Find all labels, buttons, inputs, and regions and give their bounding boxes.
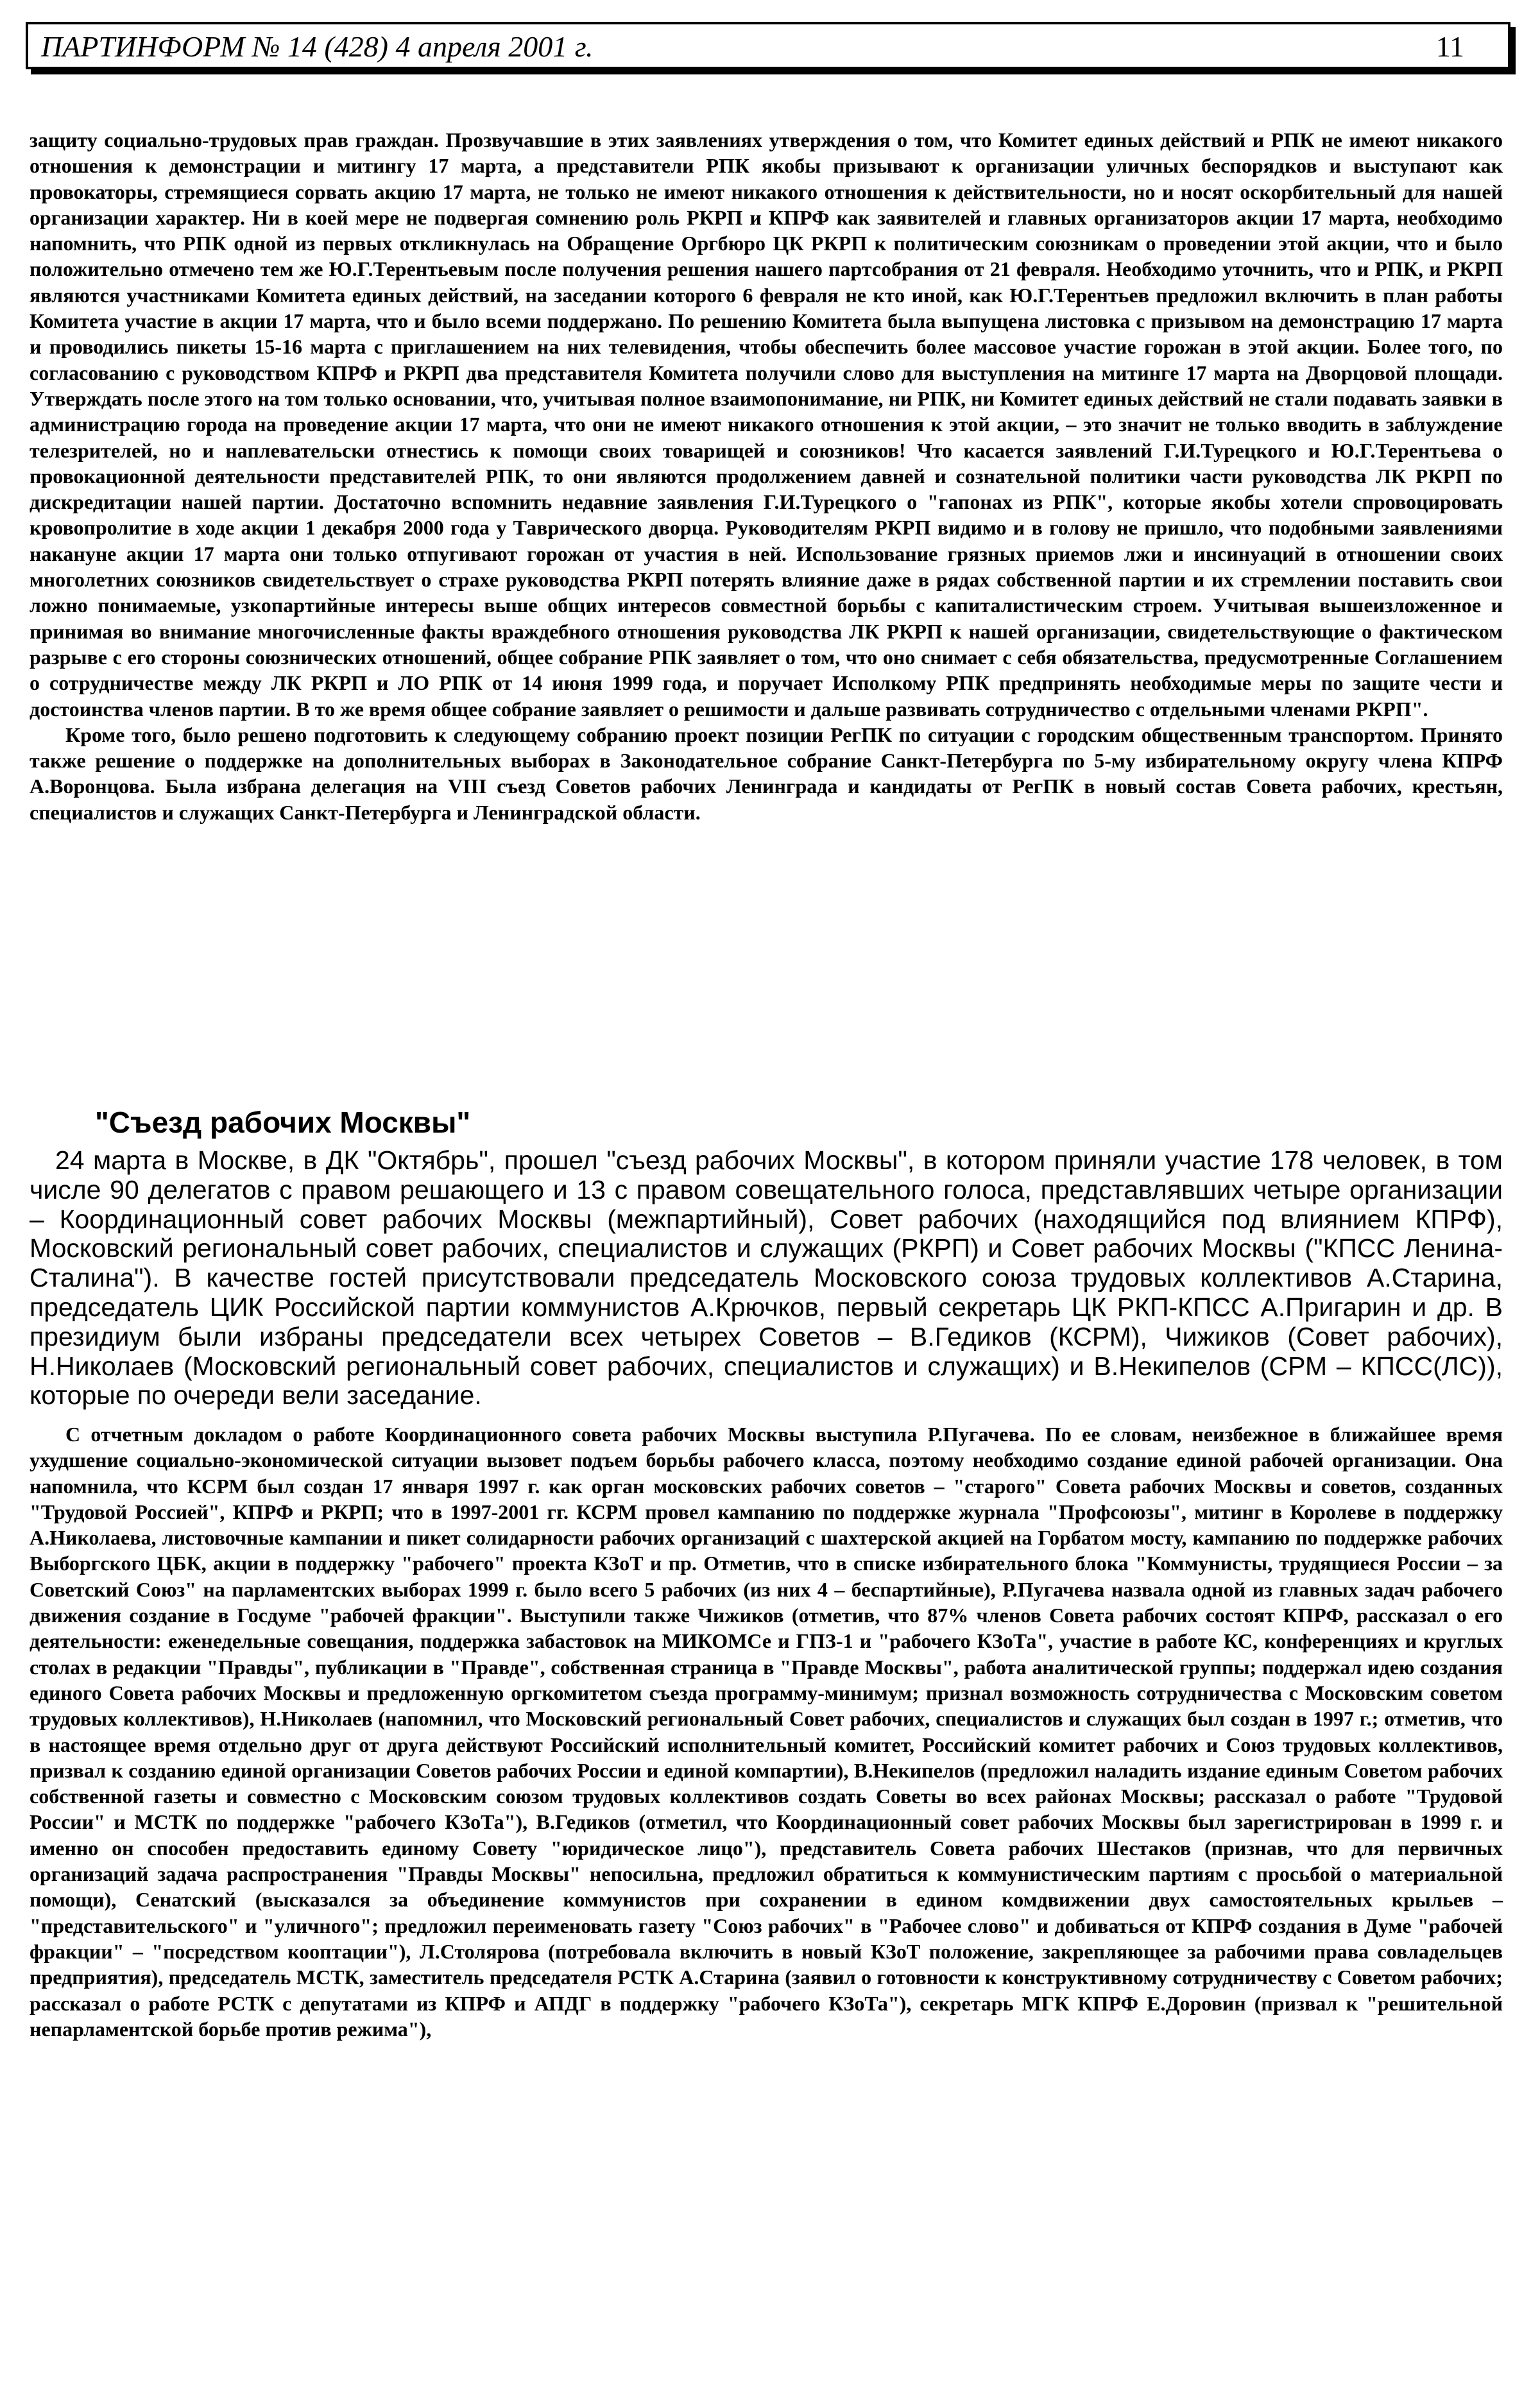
section-heading: "Съезд рабочих Москвы": [95, 1106, 471, 1139]
paragraph-decisions: Кроме того, было решено подготовить к следующему собранию проект позиции РегПК по ситуации с городским общественным транспортом. Принято также решение о поддержке на дополнительных выборах в Законодательное собрание Санкт-Петербурга по 5-му избирательному округу члена КПРФ А.Воронцова. Была избрана делегация на VIII съезд Советов рабочих Ленинграда и кандидаты от РегПК в новый состав Совета рабочих, крестьян, специалистов и служащих Санкт-Петербурга и Ленинградской области.: [30, 723, 1503, 824]
paragraph-statement: защиту социально-трудовых прав граждан. Прозвучавшие в этих заявлениях утверждения о том, что Комитет единых действий и РПК не имеют никакого отношения к демонстрации и митингу 17 марта, а представители РПК якобы призывают к организации уличных беспорядков и выступают как провокаторы, стремящиеся сорвать акцию 17 марта, не только не имеют никакого отношения к действительности, но и носят оскорбительный для нашей организации характер. Ни в коей мере не подвергая сомнению роль РКРП и КПРФ как заявителей и главных организаторов акции 17 марта, необходимо напомнить, что РПК одной из первых откликнулась на Обращение Оргбюро ЦК РКРП к политическим союзникам о проведении этой акции, что и было положительно отмечено тем же Ю.Г.Терентьевым после получения решения нашего партсобрания от 21 февраля. Необходимо уточнить, что и РПК, и РКРП являются участниками Комитета единых действий, на заседании которого 6 февраля не кто иной, как Ю.Г.Терентьев предложил включить в план работы Комитета участие в акции 17 марта, что и было всеми поддержано. По решению Комитета была выпущена листовка с призывом на демонстрацию 17 марта и проводились пикеты 15-16 марта с приглашением на них телевидения, чтобы обеспечить более массовое участие горожан в этой акции. Более того, по согласованию с руководством КПРФ и РКРП два представителя Комитета получили слово для выступления на митинге 17 марта на Дворцовой площади. Утверждать после этого на том только основании, что, учитывая полное взаимопонимание, ни РПК, ни Комитет единых действий не стали подавать заявки в администрацию города на проведение акции 17 марта, что они не имеют никакого отношения к этой акции, – это значит не только вводить в заблуждение телезрителей, но и наплевательски отнестись к помощи своих товарищей и союзников! Что касается заявлений Г.И.Турецкого и Ю.Г.Терентьева о провокационной деятельности представителей РПК, то они являются продолжением давней и сознательной политики части руководства ЛК РКРП по дискредитации нашей партии. Достаточно вспомнить недавние заявления Г.И.Турецкого о "гапонах из РПК", которые якобы хотели спровоцировать кровопролитие в ходе акции 1 декабря 2000 года у Таврического дворца. Руководителям РКРП видимо и в голову не пришло, что подобными заявлениями накануне акции 17 марта они только отпугивают горожан от участия в ней. Использование грязных приемов лжи и инсинуаций в отношении своих многолетних союзников свидетельствует о страхе руководства РКРП потерять влияние даже в рядах собственной партии и их стремлении поставить свои ложно понимаемые, узкопартийные интересы выше общих интересов совместной борьбы с капиталистическим строем. Учитывая вышеизложенное и принимая во внимание многочисленные факты враждебного отношения руководства ЛК РКРП к нашей организации, свидетельствующие о фактическом разрыве с его стороны союзнических отношений, общее собрание РПК заявляет о том, что оно снимает с себя обязательства, предусмотренные Соглашением о сотрудничестве между ЛК РКРП и ЛО РПК от 14 июня 1999 года, и поручает Исполкому РПК предпринять необходимые меры по защите чести и достоинства членов партии. В то же время общее собрание заявляет о решимости и дальше развивать сотрудничество с отдельными членами РКРП".: [30, 128, 1503, 721]
page-header: [26, 22, 1510, 69]
section-body-paragraph: С отчетным докладом о работе Координационного совета рабочих Москвы выступила Р.Пугачева. По ее словам, неизбежное в ближайшее время ухудшение социально-экономической ситуации вызовет подъем борьбы рабочего класса, поэтому необходимо создание единой рабочей организации. Она напомнила, что КСРМ был создан 17 января 1997 г. как орган московских рабочих советов – "старого" Совета рабочих Москвы и советов, созданных "Трудовой Россией", КПРФ и РКРП; что в 1997-2001 гг. КСРМ провел кампанию по поддержке журнала "Профсоюзы", митинг в Королеве в поддержку А.Николаева, листовочные кампании и пикет солидарности рабочих организаций с шахтерской акцией на Горбатом мосту, кампанию по поддержке рабочих Выборгского ЦБК, акции в поддержку "рабочего" проекта КЗоТ и пр. Отметив, что в списке избирательного блока "Коммунисты, трудящиеся России – за Советский Союз" на парламентских выборах 1999 г. было всего 5 рабочих (из них 4 – беспартийные), Р.Пугачева назвала одной из главных задач рабочего движения создание в Госдуме "рабочей фракции". Выступили также Чижиков (отметив, что 87% членов Совета рабочих состоят КПРФ, рассказал о его деятельности: еженедельные совещания, поддержка забастовок на МИКОМСе и ГПЗ-1 и "рабочего КЗоТа", участие в работе КС, конференциях и круглых столах в редакции "Правды", публикации в "Правде", собственная страница в "Правде Москвы", работа аналитической группы; поддержал идею создания единого Совета рабочих Москвы и предложенную оргкомитетом съезда программу-минимум; признал возможность сотрудничества с Московским советом трудовых коллективов), Н.Николаев (напомнил, что Московский региональный Совет рабочих, специалистов и служащих был создан в 1997 г.; отметив, что в настоящее время отдельно друг от друга действуют Российский исполнительный комитет, Российский комитет рабочих и Союз трудовых коллективов, призвал к созданию единой организации Советов рабочих России и единой компартии), В.Некипелов (предложил наладить издание единым Советом рабочих собственной газеты и совместно с Московским союзом трудовых коллективов создать Советы во всех районах Москвы; рассказал о работе "Трудовой России" и МСТК по поддержке "рабочего КЗоТа"), В.Гедиков (отметил, что Координационный совет рабочих Москвы был зарегистрирован в 1999 г. и именно он способен предоставить единому Совету "юридическое лицо"), представитель Совета рабочих Шестаков (признав, что для первичных организаций задача распространения "Правды Москвы" непосильна, предложил обратиться к коммунистическим партиям с просьбой о материальной помощи), Сенатский (высказался за объединение коммунистов при сохранении в едином комдвижении двух самостоятельных крыльев – "представительского" и "уличного"; предложил переименовать газету "Союз рабочих" в "Рабочее слово" и добиваться от КПРФ создания в Думе "рабочей фракции" – "посредством кооптации"), Л.Столярова (потребовала включить в новый КЗоТ положение, закрепляющее за рабочими права совладельцев предприятия), председатель МСТК, заместитель председателя РСТК А.Старина (заявил о готовности к конструктивному сотрудничеству с Советом рабочих; рассказал о работе РСТК с депутатами из КПРФ и АПДГ в поддержку "рабочего КЗоТа"), секретарь МГК КПРФ Е.Доровин (призвал к "решительной непарламентской борьбе против режима"),: [30, 1423, 1503, 2041]
section-lead-paragraph: 24 марта в Москве, в ДК "Октябрь", прошел "съезд рабочих Москвы", в котором приняли участие 178 человек, в том числе 90 делегатов с правом решающего и 13 с правом совещательного голоса, представлявших четыре организации – Координационный совет рабочих Москвы (межпартийный), Совет рабочих (находящийся под влиянием КПРФ), Московский региональный совет рабочих, специалистов и служащих (РКРП) и Совет рабочих Москвы ("КПСС Ленина-Сталина"). В качестве гостей присутствовали председатель Московского союза трудовых коллективов А.Старина, председатель ЦИК Российской партии коммунистов А.Крючков, первый секретарь ЦК РКП-КПСС А.Пригарин и др. В президиум были избраны председатели всех четырех Советов – В.Гедиков (КСРМ), Чижиков (Совет рабочих), Н.Николаев (Московский региональный совет рабочих, специалистов и служащих) и В.Некипелов (СРМ – КПСС(ЛС)), которые по очереди вели заседание.: [30, 1145, 1503, 1410]
section-lead-block: [30, 1146, 1503, 1410]
page-number: 11: [1435, 30, 1464, 63]
section-body-block: [30, 1421, 1503, 2042]
publication-title: ПАРТИНФОРМ № 14 (428) 4 апреля 2001 г.: [41, 30, 594, 63]
article-continuation: [30, 127, 1503, 825]
